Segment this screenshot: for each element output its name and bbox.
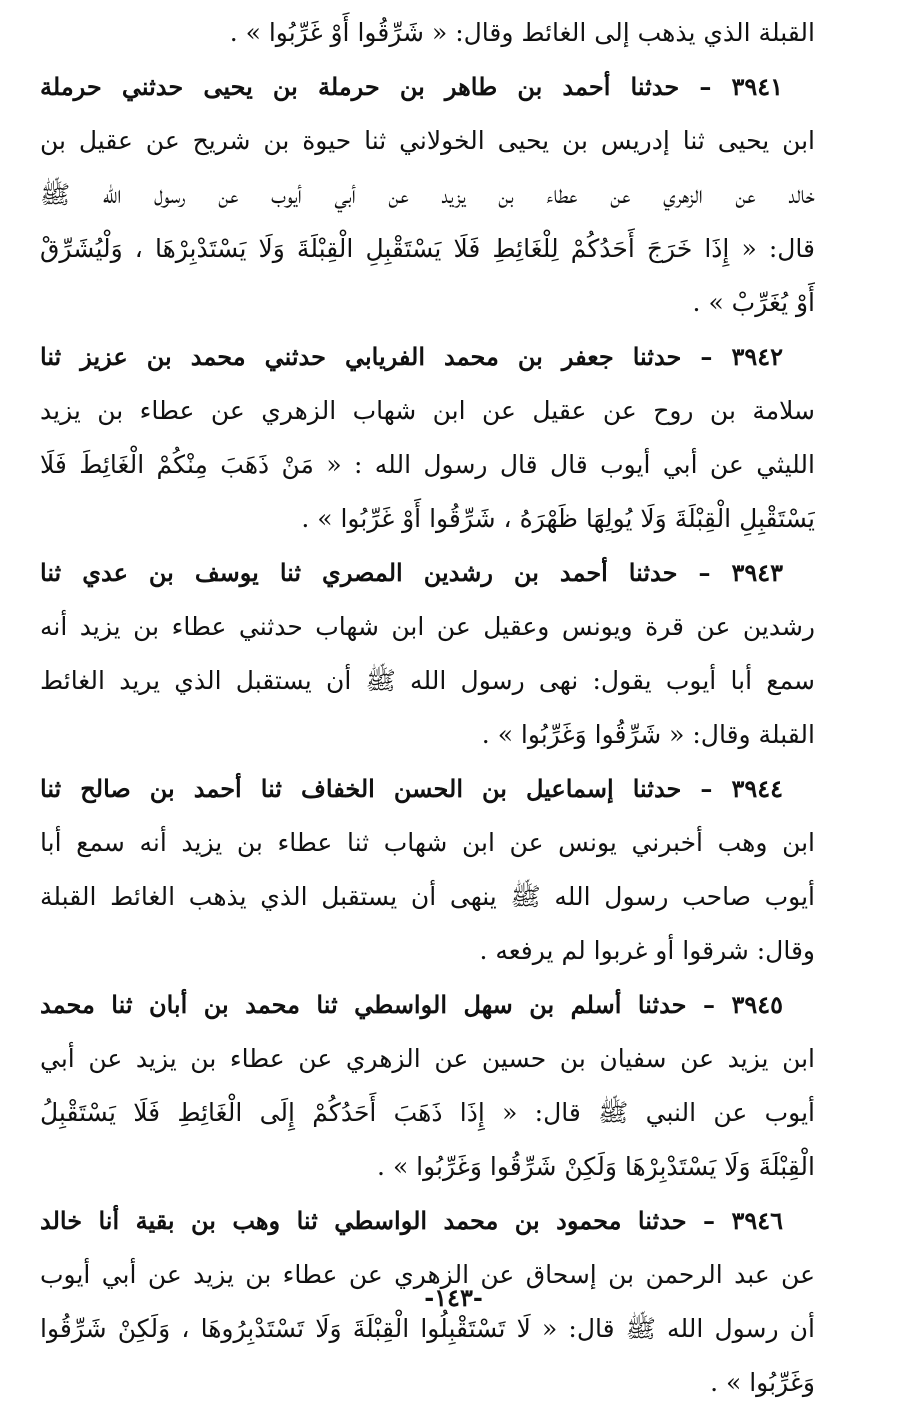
hadith-3946-line-4: وَغَرِّبُوا » . xyxy=(710,1368,815,1397)
hadith-3946-line-1: ٣٩٤٦ – حدثنا محمود بن محمد الواسطي ثنا وهب بن بقية أنا خالد xyxy=(40,1206,783,1235)
hadith-3946-line-3: أن رسول الله ﷺ قال: « لَا تَسْتَقْبِلُوا الْقِبْلَةَ وَلَا تَسْتَدْبِرُوهَا ، وَلَكِنْ شَرِّقُوا xyxy=(40,1314,815,1343)
hadith-3944-line-4: وقال: شرقوا أو غربوا لم يرفعه . xyxy=(479,936,815,965)
hadith-3943-line-3: سمع أبا أيوب يقول: نهى رسول الله ﷺ أن يستقبل الذي يريد الغائط xyxy=(40,666,815,695)
hadith-3944-line-2: ابن وهب أخبرني يونس عن ابن شهاب ثنا عطاء بن يزيد أنه سمع أبا xyxy=(40,828,815,857)
hadith-3942-line-2: سلامة بن روح عن عقيل عن ابن شهاب الزهري عن عطاء بن يزيد xyxy=(40,396,815,425)
hadith-3941-line-2: ابن يحيى ثنا إدريس بن يحيى الخولاني ثنا حيوة بن شريح عن عقيل بن xyxy=(40,126,815,155)
hadith-3945-line-4: الْقِبْلَةَ وَلَا يَسْتَدْبِرْهَا وَلَكِنْ شَرِّقُوا وَغَرِّبُوا » . xyxy=(377,1152,815,1181)
hadith-3945-line-3: أيوب عن النبي ﷺ قال: « إِذَا ذَهَبَ أَحَدُكُمْ إِلَى الْغَائِطِ فَلَا يَسْتَقْبِلُ xyxy=(40,1098,815,1127)
book-page xyxy=(40,6,815,1410)
hadith-3941-line-3: خالد عن الزهري عن عطاء بن يزيد عن أبي أيوب عن رسول الله ﷺ xyxy=(40,180,815,209)
hadith-3941-line-4: قال: « إِذَا خَرَجَ أَحَدُكُمْ لِلْغَائِطِ فَلَا يَسْتَقْبِلِ الْقِبْلَةَ وَلَا يَسْتَدْبِرْهَا ، وَلْيُشَرِّقْ xyxy=(40,234,815,263)
hadith-3945-line-1: ٣٩٤٥ – حدثنا أسلم بن سهل الواسطي ثنا محمد بن أبان ثنا محمد xyxy=(40,990,783,1019)
opening-line-1: القبلة الذي يذهب إلى الغائط وقال: « شَرِّقُوا أَوْ غَرِّبُوا » . xyxy=(229,18,815,47)
hadith-3943-line-1: ٣٩٤٣ – حدثنا أحمد بن رشدين المصري ثنا يوسف بن عدي ثنا xyxy=(40,558,783,587)
hadith-3941-line-1: ٣٩٤١ – حدثنا أحمد بن طاهر بن حرملة بن يحيى حدثني حرملة xyxy=(40,72,783,101)
page-number: -١٤٣- xyxy=(424,1283,483,1312)
hadith-3942-line-3: الليثي عن أبي أيوب قال قال رسول الله : « مَنْ ذَهَبَ مِنْكُمْ الْغَائِطَ فَلَا xyxy=(40,450,815,479)
hadith-3941-line-5: أَوْ يُغَرِّبْ » . xyxy=(692,288,815,317)
hadith-3943-line-4: القبلة وقال: « شَرِّقُوا وَغَرِّبُوا » . xyxy=(481,720,815,749)
hadith-3942-line-1: ٣٩٤٢ – حدثنا جعفر بن محمد الفريابي حدثني محمد بن عزيز ثنا xyxy=(40,342,783,371)
hadith-3942-line-4: يَسْتَقْبِلِ الْقِبْلَةَ وَلَا يُولِهَا ظَهْرَهُ ، شَرِّقُوا أَوْ غَرِّبُوا » . xyxy=(301,504,815,533)
hadith-3946-line-2: عن عبد الرحمن بن إسحاق عن الزهري عن عطاء بن يزيد عن أبي أيوب xyxy=(40,1260,815,1289)
hadith-3943-line-2: رشدين عن قرة ويونس وعقيل عن ابن شهاب حدثني عطاء بن يزيد أنه xyxy=(40,612,815,641)
hadith-3944-line-1: ٣٩٤٤ – حدثنا إسماعيل بن الحسن الخفاف ثنا أحمد بن صالح ثنا xyxy=(40,774,783,803)
hadith-3944-line-3: أيوب صاحب رسول الله ﷺ ينهى أن يستقبل الذي يذهب الغائط القبلة xyxy=(40,882,815,911)
hadith-3945-line-2: ابن يزيد عن سفيان بن حسين عن الزهري عن عطاء بن يزيد عن أبي xyxy=(40,1044,815,1073)
